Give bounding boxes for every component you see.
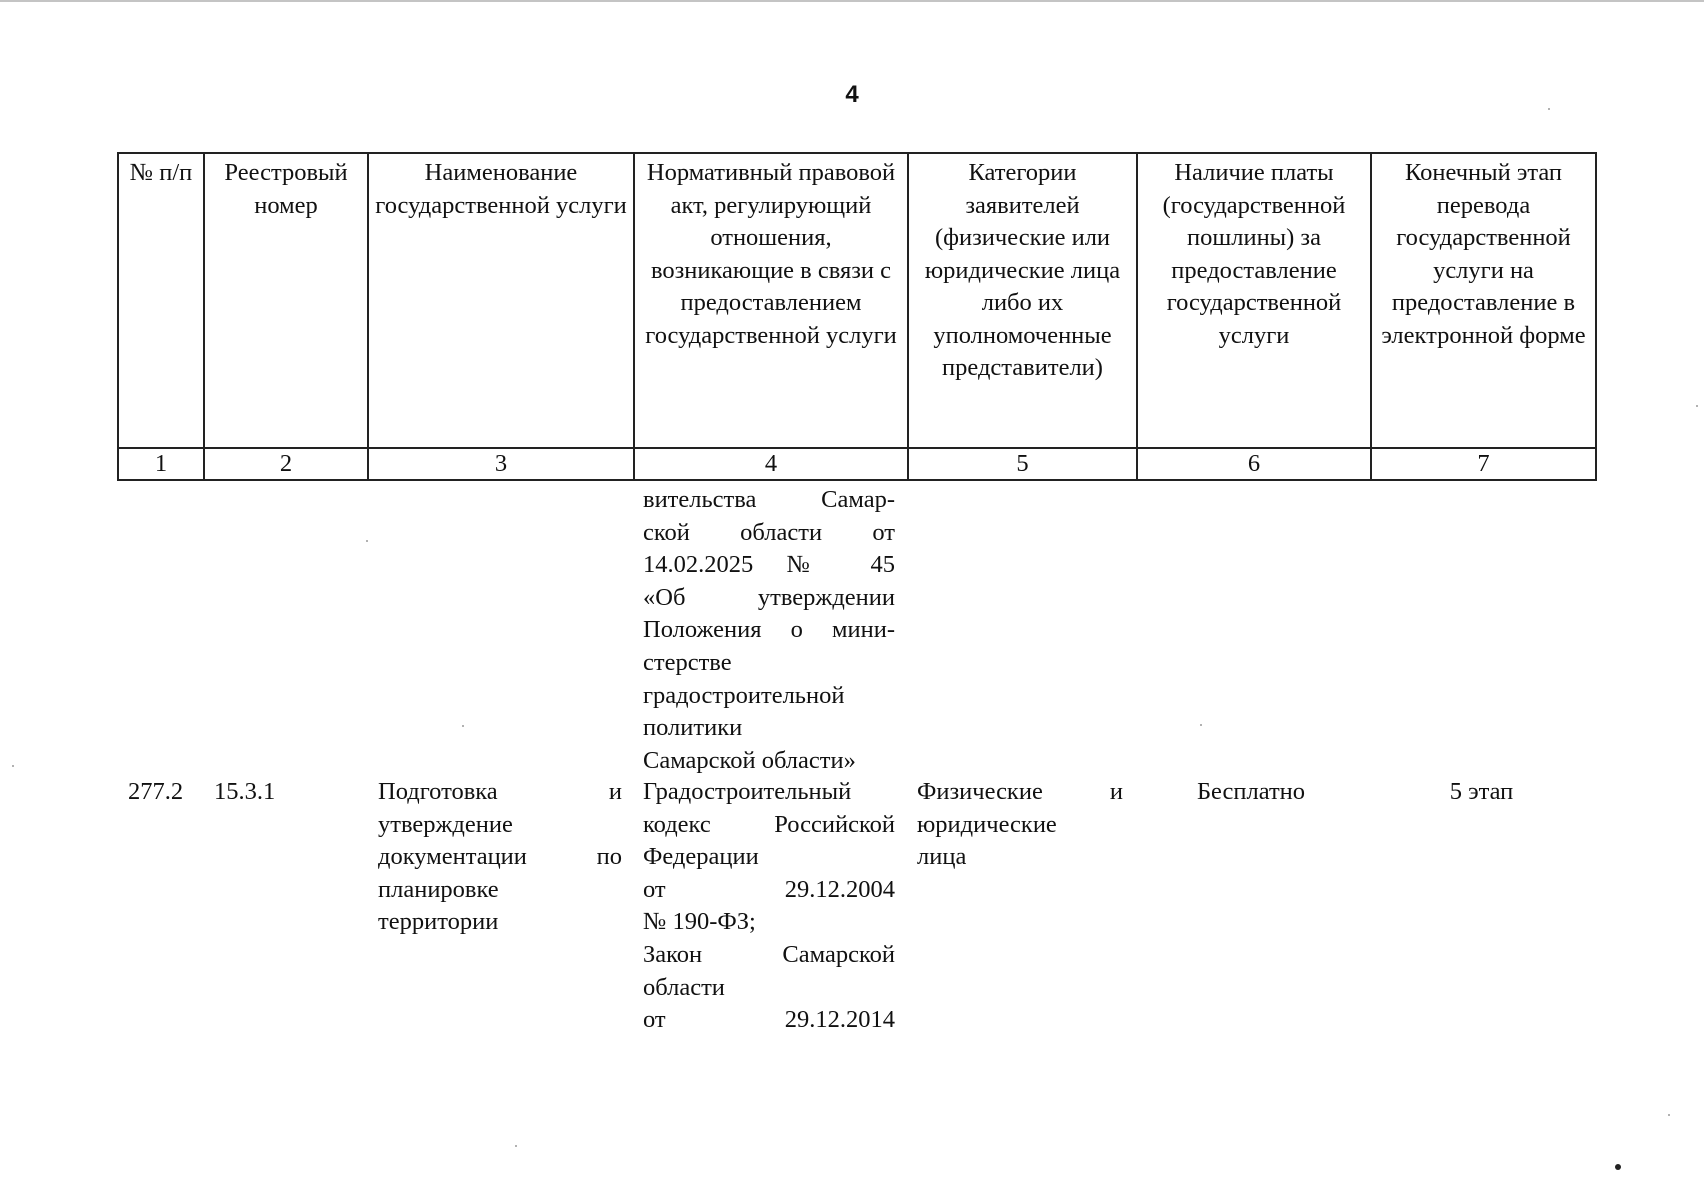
text-line: «Об утверждении: [643, 583, 895, 611]
text-line: кодекс Российской: [643, 810, 895, 838]
text-line: № 190-ФЗ;: [643, 908, 756, 936]
row-applicant-categories: [917, 776, 1123, 874]
text-line: политики: [643, 714, 743, 742]
text-line: Федерации: [643, 843, 759, 871]
column-number: 3: [368, 448, 634, 480]
header-num: № п/п: [118, 153, 204, 448]
header-fee: Наличие платы (государственной пошлины) за предоставление государственной услуги: [1137, 153, 1371, 448]
text-line: Самарской области»: [643, 746, 856, 774]
text-line: вительства Самар-: [643, 486, 895, 513]
column-number: 5: [908, 448, 1137, 480]
row-electronic-stage: 5 этап: [1449, 778, 1514, 805]
text-line: Подготовка и: [378, 778, 622, 805]
scan-speck: [1200, 724, 1202, 726]
text-line: ской области от: [643, 518, 895, 546]
column-number: 4: [634, 448, 908, 480]
column-number: 6: [1137, 448, 1371, 480]
text-line: от 29.12.2004: [643, 875, 895, 903]
text-line: планировке: [378, 875, 499, 903]
scan-speck: [1548, 108, 1550, 110]
text-line: территории: [378, 908, 499, 936]
header-applicant-categories: Категории заявителей (физические или юридические лица либо их уполномоченные представители): [908, 153, 1137, 448]
text-line: области: [643, 973, 725, 1001]
text-line: от 29.12.2014: [643, 1006, 895, 1034]
text-line: градостроительной: [643, 681, 845, 709]
row-registry-number: 15.3.1: [214, 778, 276, 805]
page-number: 4: [845, 81, 859, 108]
scan-speck: [462, 725, 464, 727]
text-line: стерстве: [643, 648, 732, 676]
scan-speck: [1696, 405, 1698, 407]
column-number: 7: [1371, 448, 1596, 480]
column-number-row: [118, 448, 1596, 480]
row-number: 277.2: [128, 778, 184, 805]
text-line: 14.02.2025 № 45: [643, 551, 895, 579]
text-line: Градостроительный: [643, 778, 852, 805]
row-service-name: [378, 776, 622, 939]
scan-speck: [366, 540, 368, 542]
legal-act-continuation: [643, 484, 895, 777]
column-number: 2: [204, 448, 368, 480]
header-registry-number: Реестровый номер: [204, 153, 368, 448]
header-row: [118, 153, 1596, 448]
scan-speck: [12, 765, 14, 767]
header-service-name: Наименование государственной услуги: [368, 153, 634, 448]
text-line: Положения о мини-: [643, 616, 895, 644]
text-line: юридические: [917, 810, 1057, 838]
scan-speck: [1668, 1114, 1670, 1116]
row-legal-act: [643, 776, 895, 1037]
text-line: утверждение: [378, 810, 513, 838]
row-fee: Бесплатно: [1196, 778, 1306, 805]
text-line: лица: [917, 843, 967, 871]
text-line: Физические и: [917, 778, 1123, 805]
header-legal-act: Нормативный правовой акт, регулирующий отношения, возникающие в связи с предоставлением государственной услуги: [634, 153, 908, 448]
scan-speck: [515, 1145, 517, 1147]
header-electronic-stage: Конечный этап перевода государственной услуги на предоставление в электронной форме: [1371, 153, 1596, 448]
column-number: 1: [118, 448, 204, 480]
services-table-header: [117, 152, 1597, 481]
text-line: документации по: [378, 843, 622, 871]
scan-edge-top: [0, 0, 1704, 2]
text-line: Закон Самарской: [643, 940, 895, 968]
scan-speck: [1615, 1164, 1621, 1170]
